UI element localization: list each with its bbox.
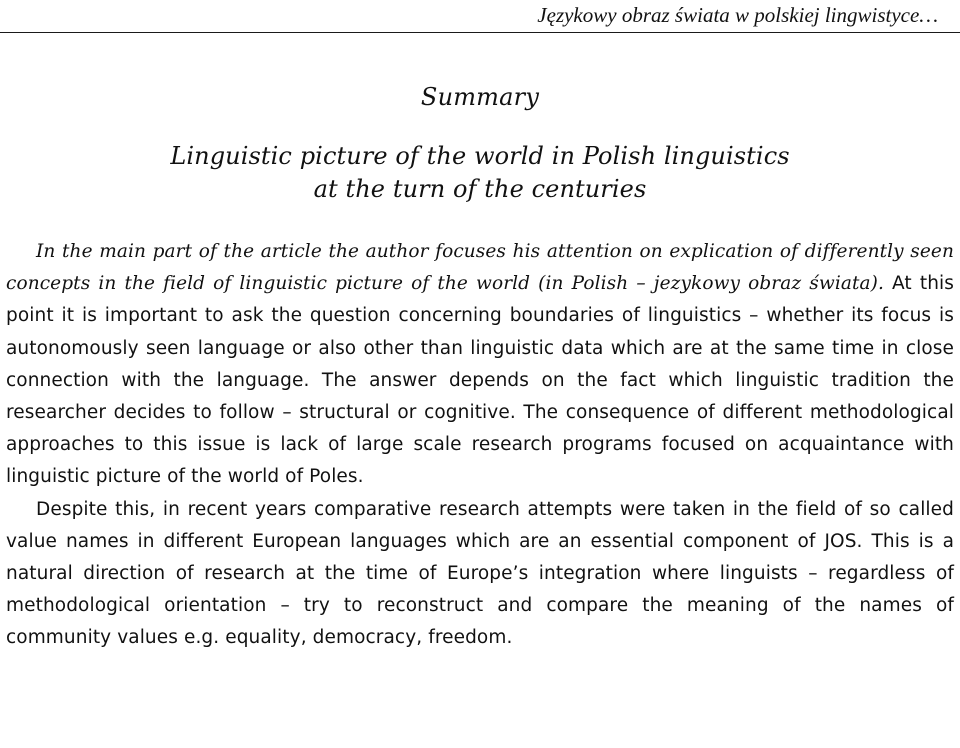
article-title-line-1: Linguistic picture of the world in Polish linguistics — [170, 142, 790, 170]
abstract-paragraph-2: Despite this, in recent years comparative research attempts were taken in the field of so called value names in different European languages which are an essential component of JOS. This is a natural direction of research at the time of Europe’s integration where linguists – regardless of methodological orientation – try to reconstruct and compare the meaning of the names of community values e.g. equality, democracy, freedom. — [6, 498, 954, 649]
article-title-line-2: at the turn of the centuries — [313, 175, 647, 203]
header-rule — [0, 32, 960, 33]
running-header: Językowy obraz świata w polskiej lingwistyce… — [537, 3, 938, 27]
article-title — [0, 140, 960, 206]
summary-heading: Summary — [420, 83, 540, 111]
abstract — [6, 236, 954, 655]
abstract-paragraph-1-opening: In the main part of the article the author focuses his attention on explication of differently seen concepts in the field of linguistic picture of the world (in Polish – jezykowy obraz świata). — [6, 241, 954, 295]
abstract-paragraph-1-rest: At this point it is important to ask the question concerning boundaries of linguistics – whether its focus is autonomously seen language or also other than linguistic data which are at the same time in close connection with the language. The answer depends on the fact which linguistic tradition the researcher decides to follow – structural or cognitive. The consequence of different methodological approaches to this issue is lack of large scale research programs focused on acquaintance with linguistic picture of the world of Poles. — [6, 273, 955, 488]
abstract-paragraph-1 — [6, 236, 954, 494]
